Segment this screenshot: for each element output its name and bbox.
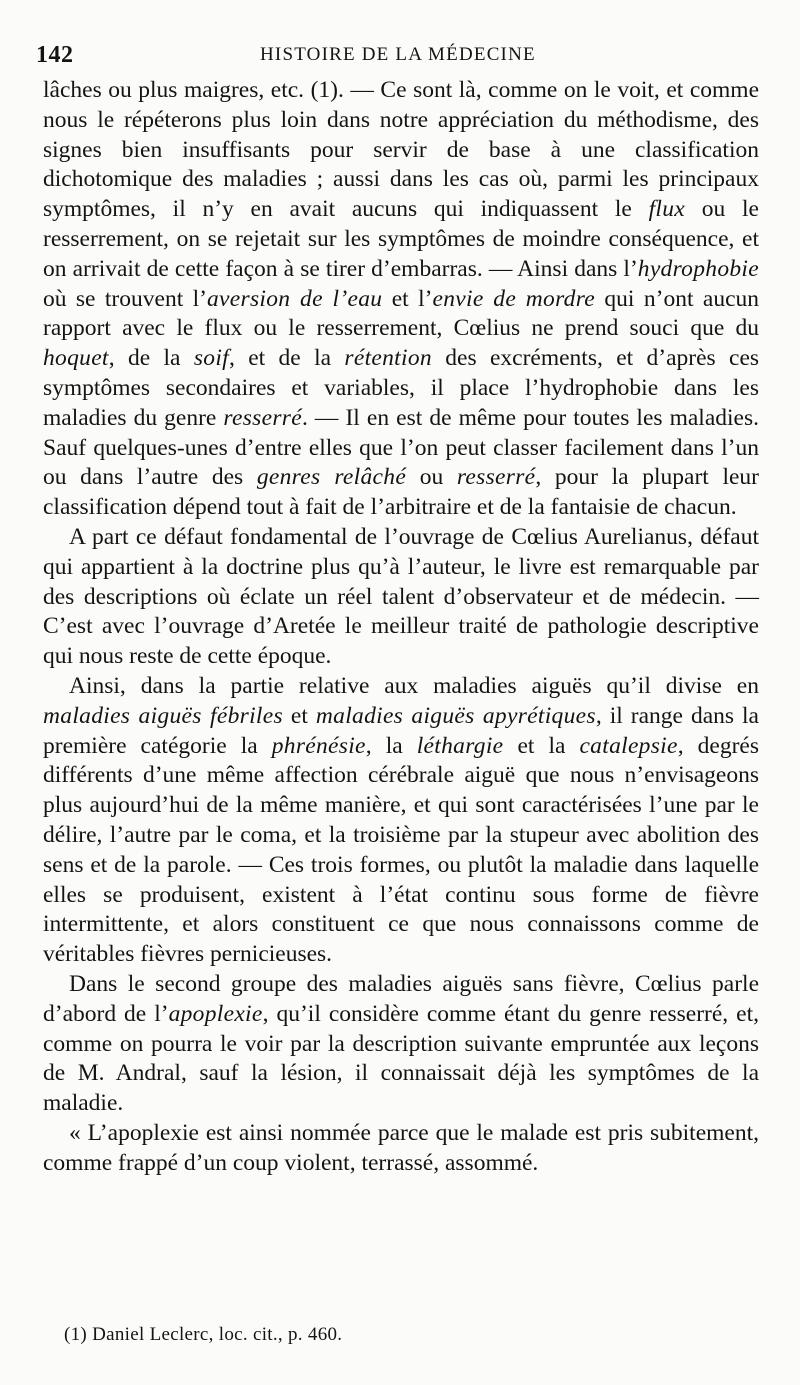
text-run: et l’ bbox=[382, 285, 433, 312]
text-run: , la bbox=[365, 732, 417, 759]
italic-term: phrénésie bbox=[271, 732, 366, 759]
italic-term: aversion de l’eau bbox=[207, 285, 383, 312]
italic-term: catalepsie bbox=[579, 732, 678, 759]
text-run: , degrés différents d’une même affection cérébrale aiguë que nous n’envisageons plus aujourd’hui de la même manière, et qui sont caractérisées l’une par le délire, l’autre par le coma, et la troisième par la stupeur avec abolition des sens et de la parole. — Ces trois formes, ou plutôt la maladie dans laquelle elles se produisent, existent à l’état continu sous forme de fièvre intermittente, et alors constituent ce que nous connaissons comme de véritables fièvres pernicieuses. bbox=[43, 732, 759, 968]
italic-term: flux bbox=[648, 196, 686, 223]
text-run: et la bbox=[503, 732, 580, 759]
text-run: ou le resserrement, on se rejetait sur les symptômes de moindre conséquence, et on arrivait de cette façon à se tirer d’embarras. — Ainsi dans l’ bbox=[43, 196, 759, 282]
text-run: , il range dans la première catégorie la bbox=[43, 702, 759, 759]
paragraph-3 bbox=[43, 672, 759, 970]
text-run: , et de la bbox=[229, 345, 345, 372]
text-run: , pour la plupart leur classification dépend tout à fait de l’arbitraire et de la fantaisie de chacun. bbox=[43, 464, 760, 521]
italic-term: apoplexie bbox=[168, 1000, 263, 1027]
italic-term: hydrophobie bbox=[637, 255, 759, 282]
italic-term: envie de mordre bbox=[432, 285, 596, 312]
paragraph-4 bbox=[43, 970, 759, 1119]
page-header bbox=[36, 38, 771, 72]
italic-term: léthargie bbox=[416, 732, 504, 759]
italic-term: rétention bbox=[344, 345, 432, 372]
text-run: lâches ou plus maigres, etc. (1). — Ce sont là, comme on le voit, et comme nous le répéterons plus loin dans notre appréciation du méthodisme, des signes bien insuffisants pour servir de base à une classification dichotomique des maladies ; aussi dans les cas où, parmi les principaux symptômes, il n’y en avait aucuns qui indiquassent le bbox=[43, 77, 759, 223]
text-run: où se trouvent l’ bbox=[43, 285, 207, 312]
running-title: HISTOIRE DE LA MÉDECINE bbox=[260, 44, 536, 65]
italic-term: resserré bbox=[223, 404, 302, 431]
text-run: . — Il en est de même pour toutes les maladies. Sauf quelques-unes d’entre elles que l’on peut classer facilement dans l’un ou dans l’autre des bbox=[43, 404, 759, 491]
text-run: , de la bbox=[108, 345, 194, 372]
italic-term: resserré bbox=[456, 464, 536, 491]
paragraph-5: « L’apoplexie est ainsi nommée parce que le malade est pris subitement, comme frappé d’un coup violent, terrassé, assommé. bbox=[43, 1119, 759, 1176]
text-run: qui n’ont aucun rapport avec le flux ou le resserrement, Cœlius ne prend souci que du bbox=[43, 285, 760, 342]
italic-term: genres relâché bbox=[256, 464, 407, 491]
italic-term: hoquet bbox=[43, 345, 109, 372]
text-run: ou bbox=[406, 464, 457, 491]
text-run: et bbox=[282, 702, 316, 729]
text-run: des excréments, et d’après ces symptômes secondaires et variables, il place l’hydrophobie dans les maladies du genre bbox=[43, 345, 760, 431]
text-run: Ainsi, dans la partie relative aux maladies aiguës qu’il divise en bbox=[69, 672, 759, 699]
page-number: 142 bbox=[36, 41, 74, 68]
italic-term: soif bbox=[193, 345, 229, 372]
main-text bbox=[43, 76, 759, 1178]
text-run: Dans le second groupe des maladies aiguës sans fièvre, Cœlius parle d’abord de l’ bbox=[43, 970, 759, 1027]
paragraph-2: A part ce défaut fondamental de l’ouvrage de Cœlius Aurelianus, défaut qui appartient à la doctrine plus qu’à l’auteur, le livre est remarquable par des descriptions où éclate un réel talent d’observateur et de médecin. — C’est avec l’ouvrage d’Aretée le meilleur traité de pathologie descriptive qui nous reste de cette époque. bbox=[43, 523, 759, 670]
text-run: , qu’il considère comme étant du genre resserré, et, comme on pourra le voir par la description suivante empruntée aux leçons de M. Andral, sauf la lésion, il connaissait déjà les symptômes de la maladie. bbox=[43, 1000, 759, 1117]
footnote: (1) Daniel Leclerc, loc. cit., p. 460. bbox=[64, 1324, 343, 1345]
paragraph-1 bbox=[43, 76, 759, 523]
italic-term: maladies aiguës fébriles bbox=[43, 702, 283, 729]
italic-term: maladies aiguës apyrétiques bbox=[315, 702, 596, 729]
